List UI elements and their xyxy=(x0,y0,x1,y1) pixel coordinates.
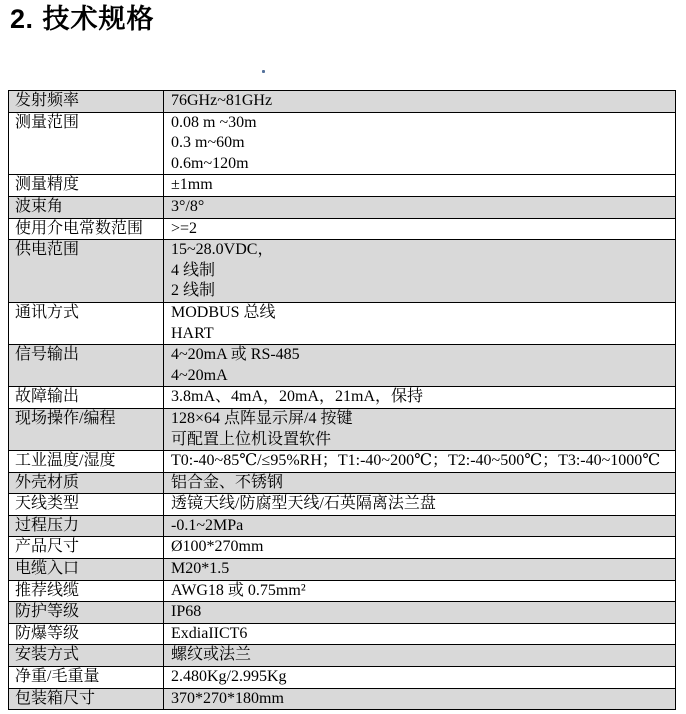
spec-label: 产品尺寸 xyxy=(9,537,164,559)
table-row xyxy=(9,345,676,387)
table-row xyxy=(9,175,676,197)
spec-value-line: 15~28.0VDC， xyxy=(171,241,274,259)
spec-value xyxy=(164,515,676,537)
table-row xyxy=(9,645,676,667)
spec-value xyxy=(164,218,676,240)
spec-value-line: ±1mm xyxy=(171,176,213,194)
spec-value xyxy=(164,91,676,113)
table-row xyxy=(9,537,676,559)
spec-value xyxy=(164,580,676,602)
spec-label: 波束角 xyxy=(9,196,164,218)
table-row xyxy=(9,623,676,645)
spec-value-line: 透镜天线/防腐型天线/石英隔离法兰盘 xyxy=(171,495,436,513)
spec-value xyxy=(164,537,676,559)
spec-value-line: M20*1.5 xyxy=(171,560,230,578)
spec-value-line: Ø100*270mm xyxy=(171,538,264,556)
table-row xyxy=(9,451,676,473)
spec-value xyxy=(164,240,676,303)
table-row xyxy=(9,667,676,689)
spec-label: 天线类型 xyxy=(9,494,164,516)
spec-label: 测量范围 xyxy=(9,112,164,175)
spec-table-body xyxy=(9,91,676,710)
table-row xyxy=(9,387,676,409)
spec-value-line: 2.480Kg/2.995Kg xyxy=(171,668,287,686)
spec-label: 外壳材质 xyxy=(9,472,164,494)
spec-label: 供电范围 xyxy=(9,240,164,303)
table-row xyxy=(9,112,676,175)
spec-value-line: ExdiaIICT6 xyxy=(171,624,248,642)
spec-label: 安装方式 xyxy=(9,645,164,667)
page-title-text: 技术规格 xyxy=(42,4,155,34)
spec-value-line: 3.8mA、4mA，20mA，21mA，保持 xyxy=(171,388,424,406)
spec-label: 信号输出 xyxy=(9,345,164,387)
spec-label: 防护等级 xyxy=(9,602,164,624)
spec-value-line: 4 线制 xyxy=(171,261,216,279)
table-row xyxy=(9,218,676,240)
page-title-number: 2. xyxy=(10,4,34,34)
table-row xyxy=(9,91,676,113)
stray-dot-mark xyxy=(262,70,265,73)
spec-value-line: AWG18 或 0.75mm² xyxy=(171,581,306,599)
spec-value-line: T0:-40~85℃/≤95%RH；T1:-40~200℃；T2:-40~500℃；T3:-40~1000℃ xyxy=(171,452,661,470)
spec-label: 工业温度/湿度 xyxy=(9,451,164,473)
spec-value xyxy=(164,472,676,494)
spec-value-line: 0.6m~120m xyxy=(171,154,249,172)
spec-value xyxy=(164,387,676,409)
spec-value xyxy=(164,196,676,218)
spec-value-line: 2 线制 xyxy=(171,282,216,300)
spec-label: 测量精度 xyxy=(9,175,164,197)
table-row xyxy=(9,302,676,344)
spec-value xyxy=(164,451,676,473)
spec-value-line: 0.3 m~60m xyxy=(171,134,245,152)
spec-value xyxy=(164,408,676,450)
spec-value-line: HART xyxy=(171,324,214,342)
spec-value xyxy=(164,602,676,624)
spec-label: 过程压力 xyxy=(9,515,164,537)
table-row xyxy=(9,515,676,537)
spec-value-line: -0.1~2MPa xyxy=(171,516,244,534)
spec-table xyxy=(8,90,676,710)
spec-value xyxy=(164,688,676,710)
spec-value-line: 0.08 m ~30m xyxy=(171,113,257,131)
table-row xyxy=(9,196,676,218)
table-row xyxy=(9,602,676,624)
spec-label: 防爆等级 xyxy=(9,623,164,645)
spec-label: 现场操作/编程 xyxy=(9,408,164,450)
spec-value xyxy=(164,494,676,516)
table-row xyxy=(9,559,676,581)
spec-value xyxy=(164,667,676,689)
spec-value-line: 螺纹或法兰 xyxy=(171,646,252,664)
spec-value-line: 76GHz~81GHz xyxy=(171,92,273,109)
spec-value xyxy=(164,645,676,667)
spec-value-line: IP68 xyxy=(171,603,202,621)
spec-value xyxy=(164,559,676,581)
table-row xyxy=(9,494,676,516)
spec-value-line: 370*270*180mm xyxy=(171,689,284,707)
spec-label: 包装箱尺寸 xyxy=(9,688,164,710)
table-row xyxy=(9,408,676,450)
spec-label: 使用介电常数范围 xyxy=(9,218,164,240)
spec-value xyxy=(164,112,676,175)
spec-value xyxy=(164,345,676,387)
spec-label: 发射频率 xyxy=(9,91,164,113)
table-row xyxy=(9,240,676,303)
spec-value-line: >=2 xyxy=(171,219,198,237)
spec-value xyxy=(164,175,676,197)
spec-value-line: 可配置上位机设置软件 xyxy=(171,430,332,448)
spec-label: 故障输出 xyxy=(9,387,164,409)
page-title xyxy=(10,2,155,36)
spec-label: 推荐线缆 xyxy=(9,580,164,602)
spec-value xyxy=(164,623,676,645)
table-row xyxy=(9,472,676,494)
spec-value-line: MODBUS 总线 xyxy=(171,303,276,321)
spec-value-line: 128×64 点阵显示屏/4 按键 xyxy=(171,409,353,427)
table-row xyxy=(9,580,676,602)
spec-label: 净重/毛重量 xyxy=(9,667,164,689)
spec-value-line: 3°/8° xyxy=(171,197,205,215)
spec-value-line: 4~20mA xyxy=(171,366,228,384)
table-row xyxy=(9,688,676,710)
spec-label: 电缆入口 xyxy=(9,559,164,581)
spec-value-line: 4~20mA 或 RS-485 xyxy=(171,346,300,364)
spec-value xyxy=(164,302,676,344)
spec-value-line: 铝合金、不锈钢 xyxy=(171,473,284,491)
spec-label: 通讯方式 xyxy=(9,302,164,344)
